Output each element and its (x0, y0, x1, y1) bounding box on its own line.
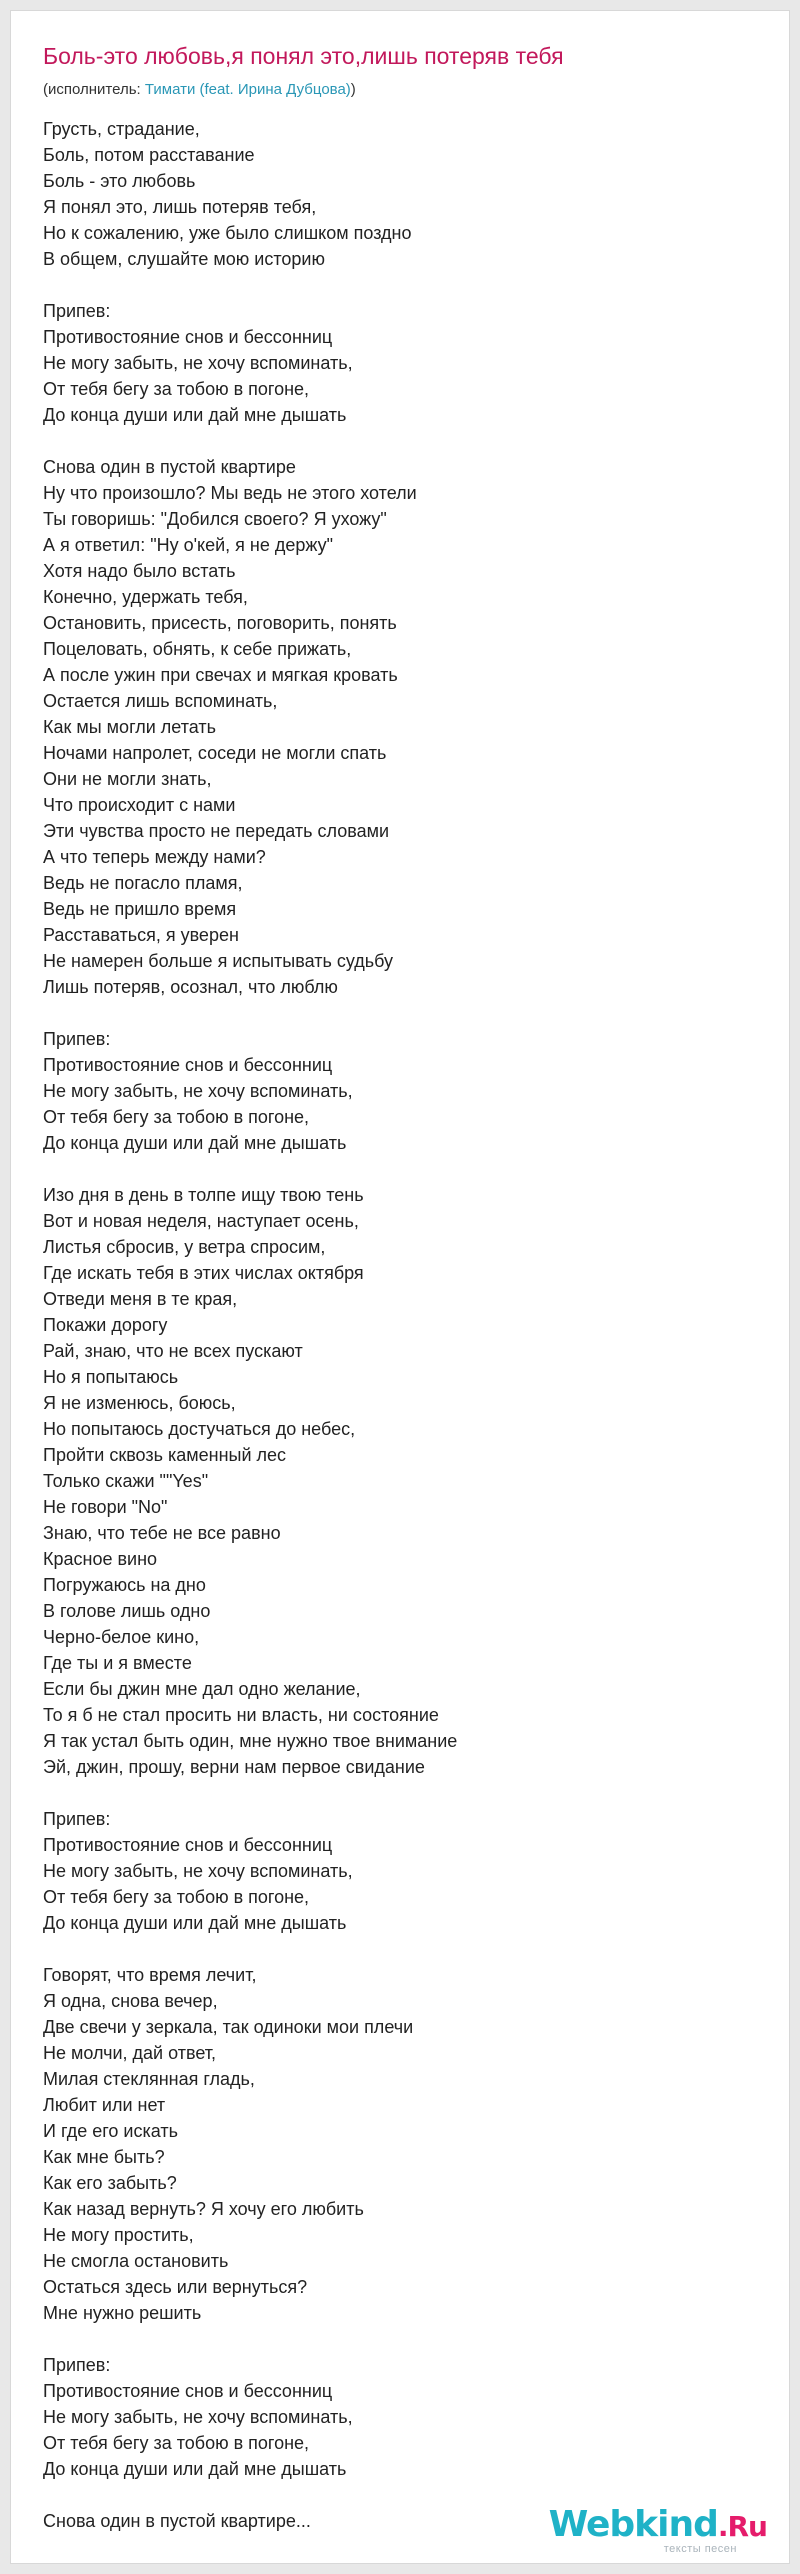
lyric-line: Рай, знаю, что не всех пускают (43, 1341, 303, 1361)
lyric-line: Где ты и я вместе (43, 1653, 192, 1673)
lyric-line: Любит или нет (43, 2095, 166, 2115)
lyric-line: Отведи меня в те края, (43, 1289, 238, 1309)
lyric-line: Остановить, присесть, поговорить, понять (43, 613, 397, 633)
lyric-line: Конечно, удержать тебя, (43, 587, 248, 607)
stanza-gap (43, 1936, 743, 1962)
lyric-line: Говорят, что время лечит, (43, 1965, 257, 1985)
lyric-line: Только скажи ""Yes" (43, 1471, 209, 1491)
lyric-line: До конца души или дай мне дышать (43, 1913, 347, 1933)
lyric-line: Ночами напролет, соседи не могли спать (43, 743, 387, 763)
lyric-line: Красное вино (43, 1549, 158, 1569)
lyrics-body (43, 116, 743, 2534)
site-logo[interactable] (549, 2505, 767, 2555)
lyric-line: Ты говоришь: "Добился своего? Я ухожу" (43, 509, 387, 529)
stanza-gap (43, 1780, 743, 1806)
lyric-line: В голове лишь одно (43, 1601, 211, 1621)
lyric-line: До конца души или дай мне дышать (43, 1133, 347, 1153)
lyric-line: Покажи дорогу (43, 1315, 168, 1335)
lyric-line: Противостояние снов и бессонниц (43, 2381, 333, 2401)
lyric-line: Эй, джин, прошу, верни нам первое свидание (43, 1757, 425, 1777)
lyric-line: Где искать тебя в этих числах октября (43, 1263, 364, 1283)
lyric-line: Боль, потом расставание (43, 145, 255, 165)
logo-tagline: тексты песен (663, 2543, 737, 2555)
lyric-line: Противостояние снов и бессонниц (43, 1055, 333, 1075)
lyric-line: Не намерен больше я испытывать судьбу (43, 951, 394, 971)
lyric-line: Остается лишь вспоминать, (43, 691, 278, 711)
stanza-gap (43, 272, 743, 298)
lyric-line: Не могу простить, (43, 2225, 194, 2245)
lyric-line: Черно-белое кино, (43, 1627, 200, 1647)
lyric-line: Не могу забыть, не хочу вспоминать, (43, 1081, 353, 1101)
lyric-line: Но я попытаюсь (43, 1367, 179, 1387)
performer-suffix: ) (350, 81, 356, 98)
stanza-gap (43, 1156, 743, 1182)
lyric-line: А что теперь между нами? (43, 847, 266, 867)
lyric-line: В общем, слушайте мою историю (43, 249, 325, 269)
lyric-line: Не могу забыть, не хочу вспоминать, (43, 2407, 353, 2427)
lyric-line: Ведь не пришло время (43, 899, 237, 919)
lyric-line: Я одна, снова вечер, (43, 1991, 218, 2011)
lyric-line: Но к сожалению, уже было слишком поздно (43, 223, 412, 243)
lyric-line: Эти чувства просто не передать словами (43, 821, 390, 841)
logo-tld: .Ru (717, 2510, 767, 2543)
page-card (10, 10, 790, 2564)
lyric-line: Не смогла остановить (43, 2251, 229, 2271)
lyric-line: Расставаться, я уверен (43, 925, 239, 945)
lyric-line: Грусть, страдание, (43, 119, 200, 139)
performer-link[interactable]: Тимати (feat. Ирина Дубцова) (144, 81, 351, 98)
lyric-line: Я так устал быть один, мне нужно твое внимание (43, 1731, 458, 1751)
lyric-line: Две свечи у зеркала, так одиноки мои плечи (43, 2017, 414, 2037)
lyric-line: От тебя бегу за тобою в погоне, (43, 1887, 310, 1907)
lyric-line: Пройти сквозь каменный лес (43, 1445, 287, 1465)
lyric-line: Листья сбросив, у ветра спросим, (43, 1237, 326, 1257)
lyric-line: Припев: (43, 1809, 111, 1829)
lyric-line: Погружаюсь на дно (43, 1575, 206, 1595)
lyric-line: То я б не стал просить ни власть, ни состояние (43, 1705, 439, 1725)
lyric-line: Я понял это, лишь потеряв тебя, (43, 197, 317, 217)
lyric-line: От тебя бегу за тобою в погоне, (43, 2433, 310, 2453)
lyric-line: А я ответил: "Ну о'кей, я не держу" (43, 535, 334, 555)
lyric-line: Снова один в пустой квартире... (43, 2511, 311, 2531)
performer-prefix: (исполнитель: (43, 81, 145, 98)
lyric-line: И где его искать (43, 2121, 178, 2141)
page-title: Боль-это любовь,я понял это,лишь потеряв тебя (43, 43, 564, 69)
lyric-line: До конца души или дай мне дышать (43, 405, 347, 425)
lyric-line: Противостояние снов и бессонниц (43, 1835, 333, 1855)
lyric-line: Припев: (43, 1029, 111, 1049)
logo-name: Webkind (548, 2504, 718, 2545)
lyric-line: Они не могли знать, (43, 769, 212, 789)
lyric-line: Мне нужно решить (43, 2303, 202, 2323)
lyric-line: Снова один в пустой квартире (43, 457, 296, 477)
lyric-line: Припев: (43, 2355, 111, 2375)
lyric-line: Как мы могли летать (43, 717, 216, 737)
lyric-line: Лишь потеряв, осознал, что люблю (43, 977, 338, 997)
logo-wordmark (549, 2505, 767, 2547)
lyric-line: А после ужин при свечах и мягкая кровать (43, 665, 398, 685)
lyric-line: Ну что произошло? Мы ведь не этого хотели (43, 483, 417, 503)
lyric-line: Если бы джин мне дал одно желание, (43, 1679, 361, 1699)
lyric-line: Поцеловать, обнять, к себе прижать, (43, 639, 352, 659)
lyric-line: Не говори "No" (43, 1497, 168, 1517)
lyric-line: От тебя бегу за тобою в погоне, (43, 1107, 310, 1127)
stanza-gap (43, 428, 743, 454)
lyric-line: Я не изменюсь, боюсь, (43, 1393, 236, 1413)
stanza-gap (43, 1000, 743, 1026)
lyric-line: От тебя бегу за тобою в погоне, (43, 379, 310, 399)
stanza-gap (43, 2326, 743, 2352)
lyric-line: Как мне быть? (43, 2147, 165, 2167)
lyric-line: Противостояние снов и бессонниц (43, 327, 333, 347)
lyric-line: Боль - это любовь (43, 171, 196, 191)
lyric-line: Изо дня в день в толпе ищу твою тень (43, 1185, 364, 1205)
lyric-line: Хотя надо было встать (43, 561, 236, 581)
lyric-line: Не могу забыть, не хочу вспоминать, (43, 353, 353, 373)
lyric-line: Припев: (43, 301, 111, 321)
lyric-line: Но попытаюсь достучаться до небес, (43, 1419, 356, 1439)
lyric-line: Знаю, что тебе не все равно (43, 1523, 281, 1543)
lyric-line: Не молчи, дай ответ, (43, 2043, 216, 2063)
lyric-line: Ведь не погасло пламя, (43, 873, 243, 893)
lyric-line: Как его забыть? (43, 2173, 177, 2193)
lyric-line: Не могу забыть, не хочу вспоминать, (43, 1861, 353, 1881)
lyric-line: Как назад вернуть? Я хочу его любить (43, 2199, 364, 2219)
lyric-line: До конца души или дай мне дышать (43, 2459, 347, 2479)
lyric-line: Что происходит с нами (43, 795, 236, 815)
performer-line (43, 81, 356, 98)
lyric-line: Остаться здесь или вернуться? (43, 2277, 308, 2297)
lyric-line: Вот и новая неделя, наступает осень, (43, 1211, 359, 1231)
lyric-line: Милая стеклянная гладь, (43, 2069, 255, 2089)
